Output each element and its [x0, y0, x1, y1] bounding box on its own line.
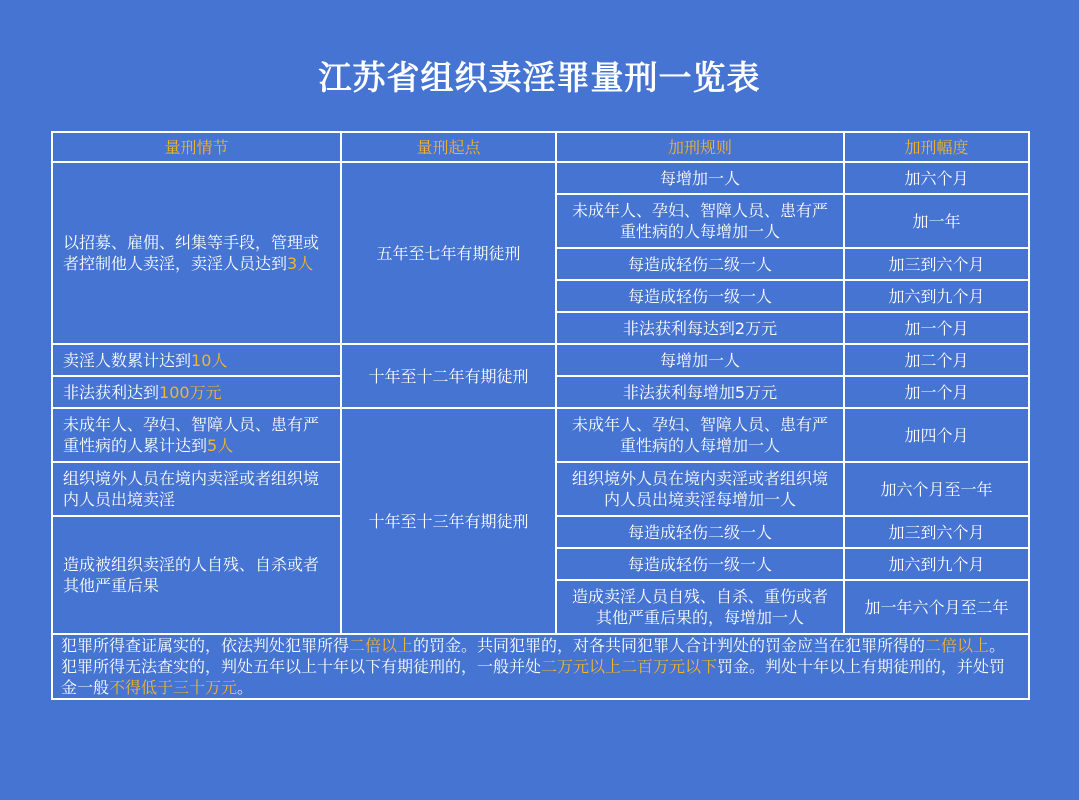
- header-add-range: 加刑幅度: [844, 132, 1029, 162]
- rule-cell: 造成卖淫人员自残、自杀、重伤或者其他严重后果的，每增加一人: [556, 580, 844, 634]
- rule-cell: 非法获利每增加5万元: [556, 376, 844, 408]
- header-circumstance: 量刑情节: [52, 132, 341, 162]
- range-cell: 加四个月: [844, 408, 1029, 462]
- circumstance-cell: [52, 408, 341, 462]
- circumstance-cell: [52, 162, 341, 344]
- circumstance-cell: [52, 344, 341, 376]
- highlight-text: 不得低于三十万元: [109, 678, 238, 697]
- range-cell: 加三到六个月: [844, 516, 1029, 548]
- notes-text: 。: [237, 678, 254, 697]
- range-cell: 加一年: [844, 194, 1029, 248]
- start-point-cell: 十年至十三年有期徒刑: [341, 408, 556, 634]
- circumstance-cell: [52, 376, 341, 408]
- rule-cell: 每造成轻伤一级一人: [556, 548, 844, 580]
- rule-cell: 组织境外人员在境内卖淫或者组织境内人员出境卖淫每增加一人: [556, 462, 844, 516]
- range-cell: 加一年六个月至二年: [844, 580, 1029, 634]
- highlight-text: 二万元以上二百万元以下: [541, 657, 718, 676]
- rule-cell: 未成年人、孕妇、智障人员、患有严重性病的人每增加一人: [556, 408, 844, 462]
- circumstance-text: 以招募、雇佣、纠集等手段，管理或者控制他人卖淫，卖淫人员达到: [63, 233, 320, 273]
- highlight-text: 100万元: [159, 382, 222, 402]
- table-row: [52, 408, 1029, 462]
- notes-text: 罚金。判处十年以上有期徒刑的，并处罚金一般: [61, 657, 1006, 697]
- table-header-row: [52, 132, 1029, 162]
- header-add-rule: 加刑规则: [556, 132, 844, 162]
- rule-cell: 每增加一人: [556, 162, 844, 194]
- notes-text: 犯罪所得查证属实的，依法判处犯罪所得: [61, 636, 350, 655]
- highlight-text: 3人: [287, 254, 314, 273]
- circumstance-cell: 造成被组织卖淫的人自残、自杀或者其他严重后果: [52, 516, 341, 634]
- range-cell: 加六到九个月: [844, 548, 1029, 580]
- header-start-point: 量刑起点: [341, 132, 556, 162]
- highlight-text: 二倍以上: [925, 636, 990, 655]
- range-cell: 加一个月: [844, 376, 1029, 408]
- range-cell: 加二个月: [844, 344, 1029, 376]
- page-title: 江苏省组织卖淫罪量刑一览表: [318, 58, 761, 97]
- range-cell: 加六到九个月: [844, 280, 1029, 312]
- rule-cell: 每造成轻伤二级一人: [556, 516, 844, 548]
- range-cell: 加六个月: [844, 162, 1029, 194]
- highlight-text: 10人: [191, 350, 228, 370]
- highlight-text: 二倍以上: [349, 636, 414, 655]
- rule-cell: 每增加一人: [556, 344, 844, 376]
- notes-text: 的罚金。共同犯罪的，对各共同犯罪人合计判处的罚金应当在犯罪所得的: [413, 636, 926, 655]
- rule-cell: 每造成轻伤一级一人: [556, 280, 844, 312]
- highlight-text: 5人: [207, 436, 234, 455]
- notes-text: 犯罪所得无法查实的，判处五年以上十年以下有期徒刑的，一般并处: [61, 657, 542, 676]
- circumstance-text: 非法获利达到: [63, 382, 160, 402]
- rule-cell: 未成年人、孕妇、智障人员、患有严重性病的人每增加一人: [556, 194, 844, 248]
- notes-text: 。: [989, 636, 1006, 655]
- notes-row: [52, 634, 1029, 699]
- sentencing-table: [51, 131, 1030, 700]
- start-point-cell: 五年至七年有期徒刑: [341, 162, 556, 344]
- circumstance-text: 未成年人、孕妇、智障人员、患有严重性病的人累计达到: [63, 415, 320, 455]
- rule-cell: 每造成轻伤二级一人: [556, 248, 844, 280]
- notes-paragraph-1: [61, 635, 1020, 656]
- range-cell: 加六个月至一年: [844, 462, 1029, 516]
- range-cell: 加三到六个月: [844, 248, 1029, 280]
- rule-cell: 非法获利每达到2万元: [556, 312, 844, 344]
- notes-cell: [52, 634, 1029, 699]
- notes-paragraph-2: [61, 656, 1020, 698]
- circumstance-text: 卖淫人数累计达到: [63, 350, 192, 370]
- table-row: [52, 344, 1029, 376]
- table-row: [52, 162, 1029, 194]
- range-cell: 加一个月: [844, 312, 1029, 344]
- start-point-cell: 十年至十二年有期徒刑: [341, 344, 556, 408]
- circumstance-cell: 组织境外人员在境内卖淫或者组织境内人员出境卖淫: [52, 462, 341, 516]
